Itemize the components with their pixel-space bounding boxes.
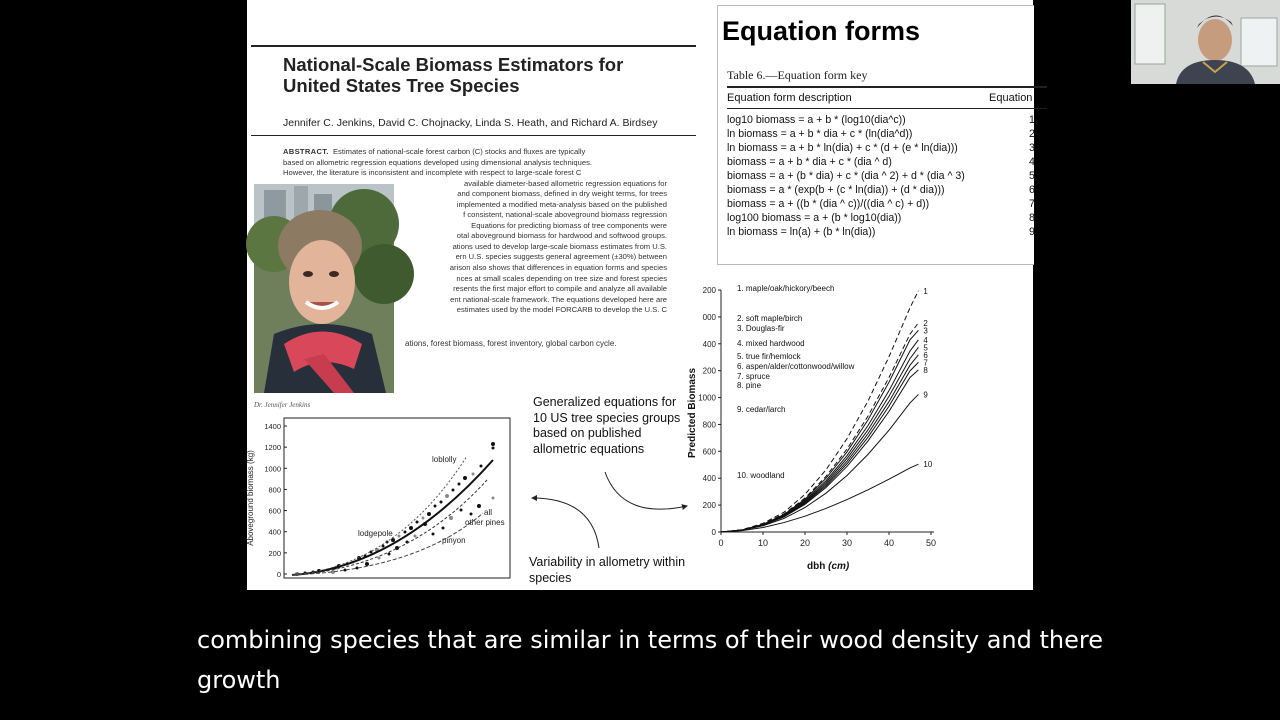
scatter-point [398,535,401,538]
y-tick-label: 0 [711,528,716,537]
table-row [727,184,1047,198]
legend-entry: 3. Douglas-fir [737,324,785,333]
equation-forms-panel [717,5,1034,265]
table-row [727,114,1047,128]
x-tick-label: 20 [799,538,811,548]
abstract-line: and component biomass, defined in dry weight terms, for trees [457,189,667,199]
legend-entry: 5. true fir/hemlock [737,352,801,361]
scatter-point [458,483,461,486]
generalized-equations-note: Generalized equations for 10 US tree species groups based on published allometric equations [533,395,681,456]
equation-number: 4 [1029,156,1035,168]
scatter-point [382,545,385,548]
table-rule-top [727,86,1047,88]
table-row [727,198,1047,212]
abstract-line [283,147,667,158]
y-tick-label: 800 [702,420,716,430]
series-end-label: 9 [923,390,928,400]
y-tick-label: 1000 [698,393,716,403]
series-end-label: 3 [923,326,928,336]
scatter-point [480,465,483,468]
series-end-label: 1 [923,286,928,296]
scatter-point [460,509,463,512]
scatter-plot [247,418,512,578]
table-row [727,226,1047,240]
scatter-point [422,517,425,520]
legend-entry: 9. cedar/larch [737,405,786,414]
video-caption [197,620,1117,700]
scatter-point [452,489,455,492]
scatter-point [434,505,437,508]
table-row [727,170,1047,184]
webcam-illustration [1131,0,1280,84]
abstract-label: ABSTRACT. [283,147,329,156]
abstract-line: nces at small scales depending on tree size and forest species [456,273,667,283]
scatter-point [491,442,495,446]
caption-line-2: growth [197,666,281,694]
equation-form: ln biomass = ln(a) + (b * ln(dia)) [727,226,876,238]
scatter-y-tick-label: 1200 [264,443,281,453]
equation-number: 8 [1029,212,1035,224]
scatter-points [295,442,495,576]
equation-number: 9 [1029,226,1035,238]
y-tick-label: 400 [702,339,716,349]
abstract-line: arison also shows that differences in equation forms and species [449,263,667,273]
equation-form: ln biomass = a + b * dia + c * (ln(dia^d)) [727,128,913,140]
predicted-biomass-svg [679,275,979,575]
author-photo [254,184,394,393]
equation-form: log10 biomass = a + b * (log10(dia^c)) [727,114,906,126]
y-tick-label: 000 [702,312,716,322]
scatter-point [449,516,453,520]
scatter-y-tick-label: 800 [268,485,281,495]
scatter-point [414,535,417,538]
scatter-point [463,476,467,480]
variability-note: Variability in allometry within species [529,555,686,585]
scatter-point [391,538,395,542]
scatter-point [472,473,475,476]
series-end-label: 4 [923,335,928,345]
label-other-pines: other pines [465,518,505,527]
abstract-line: otal aboveground biomass for hardwood and softwood groups. [456,231,667,241]
paper-bottom-rule [251,135,696,136]
legend-entry: 1. maple/oak/hickory/beech [737,284,835,293]
scatter-y-tick-label: 400 [268,527,281,537]
paper-authors: Jennifer C. Jenkins, David C. Chojnacky, Linda S. Heath, and Richard A. Birdsey [283,117,658,129]
equation-number: 5 [1029,170,1035,182]
x-tick-label: 0 [718,538,724,548]
scatter-point [492,497,495,500]
loblolly-curve [292,460,493,575]
legend-entry: 10. woodland [737,471,785,480]
equation-number: 3 [1029,142,1035,154]
scatter-point [432,533,435,536]
scatter-point [442,527,445,530]
presenter-webcam [1131,0,1280,84]
label-all: all [484,508,493,517]
label-lodgepole: lodgepole [358,529,393,538]
x-axis-label-unit: (cm) [828,561,850,572]
label-pinyon: pinyon [442,536,466,545]
y-axis-label: Predicted Biomass [687,367,698,459]
arrow-to-scatter [532,498,599,548]
table-rule-header [727,108,1047,109]
equation-form: biomass = a + ((b * (dia ^ c))/((dia ^ c) + d)) [727,198,930,210]
abstract-line: resents the first major effort to compile and analyze all available [453,284,667,294]
scatter-y-tick-label: 200 [268,548,281,558]
abstract-first-text: Estimates of national-scale forest carbon (C) stocks and fluxes are typically [332,147,586,156]
equation-number: 6 [1029,184,1035,196]
equation-forms-heading: Equation forms [722,16,921,46]
legend-entry: 8. pine [737,381,762,390]
legend-entry: 7. spruce [737,372,770,381]
scatter-point [470,513,473,516]
equation-form: biomass = a * (exp(b + (c * ln(dia)) + (d * dia))) [727,184,945,196]
y-tick-label: 600 [702,447,716,457]
scatter-figure [247,418,512,578]
abstract-line: available diameter-based allometric regression equations for [463,178,667,188]
paper-title: National-Scale Biomass Estimators for United States Tree Species [283,54,624,96]
abstract-line: Equations for predicting biomass of tree components were [471,220,667,230]
arrow-to-chart [605,472,687,509]
abstract-line: implemented a modified meta-analysis based on the published [456,199,667,209]
x-axis-label-name: dbh [807,561,826,572]
photo-caption: Dr. Jennifer Jenkins [254,401,311,409]
table-row [727,212,1047,226]
series-end-label: 7 [923,358,928,368]
y-tick-label: 200 [702,286,716,295]
scatter-y-tick-label: 600 [268,506,281,516]
table-row [727,156,1047,170]
equation-form: log100 biomass = a + (b * log10(dia)) [727,212,902,224]
series-end-label: 10 [923,460,933,470]
presentation-slide [247,0,1033,590]
equation-form: biomass = a + (b * dia) + c * (dia ^ 2) + d * (dia ^ 3) [727,170,965,182]
x-ticks [718,532,936,548]
scatter-point [378,557,381,560]
scatter-point [427,512,431,516]
abstract-line: ent national-scale framework. The equations developed here are [450,294,667,304]
series-end-label: 8 [923,365,928,375]
equation-number: 1 [1029,114,1035,126]
x-tick-label: 30 [841,538,853,548]
x-tick-label: 10 [757,538,769,548]
table-row [727,142,1047,156]
scatter-point [409,526,413,530]
predicted-biomass-chart [679,275,979,575]
equation-number: 7 [1029,198,1035,210]
abstract-line: estimates used by the model FORCARB to develop the U.S. C [456,305,667,315]
legend-entry: 4. mixed hardwood [737,339,805,348]
label-loblolly: loblolly [432,455,457,464]
equation-rows [727,114,1047,240]
scatter-y-tick-label: 1400 [264,422,281,431]
legend-entry: 2. soft maple/birch [737,314,803,323]
scatter-point [404,531,407,534]
scatter-point [365,562,369,566]
abstract-line: based on allometric regression equations developed using dimensional analysis techniques. [283,157,593,167]
column-header-description: Equation form description [727,92,852,104]
y-ticks [698,286,721,537]
series-end-label: 2 [923,318,928,328]
table-row [727,128,1047,142]
legend [737,284,855,480]
scatter-y-tick-label: 0 [276,570,281,579]
caption-line-1: combining species that are similar in terms of their wood density and there [197,626,1103,654]
paper-top-rule [251,45,696,47]
y-tick-label: 200 [702,501,716,511]
paper-keywords: ations, forest biomass, forest inventory, global carbon cycle. [405,339,617,348]
scatter-point [416,521,419,524]
scatter-ylabel: Aboveground biomass (kg) [246,450,255,546]
abstract-line: ations used to develop large-scale biomass estimates from U.S. [452,241,667,251]
y-tick-label: 200 [702,366,716,376]
abstract-line: However, the literature is inconsistent and incomplete with respect to large-scale forest C [283,168,582,178]
scatter-point [440,501,443,504]
equation-number: 2 [1029,128,1035,140]
x-tick-label: 40 [883,538,895,548]
y-tick-label: 400 [702,474,716,484]
scatter-y-tick-label: 1000 [264,464,281,474]
scatter-frame [284,418,510,578]
series-end-label: 6 [923,350,928,360]
series-end-label: 5 [923,343,928,353]
equation-table-title: Table 6.—Equation form key [727,68,868,82]
scatter-point [445,494,449,498]
series-line-8 [721,370,918,532]
scatter-point [388,553,391,556]
column-header-equation: Equation [989,92,1033,104]
x-tick-label: 50 [925,538,937,548]
abstract-line: f consistent, national-scale aboveground biomass regression [463,210,667,220]
portrait-illustration [254,184,394,393]
equation-form: ln biomass = a + b * ln(dia) + c * (d + (e * ln(dia))) [727,142,958,154]
equation-form: biomass = a + b * dia + c * (dia ^ d) [727,156,892,168]
x-axis-label [807,561,850,572]
scatter-point [477,504,481,508]
legend-entry: 6. aspen/alder/cottonwood/willow [737,362,855,371]
scatter-point [492,447,495,450]
abstract-line: ern U.S. species suggests general agreement (±30%) between [455,252,667,262]
series-line-9 [721,394,918,532]
